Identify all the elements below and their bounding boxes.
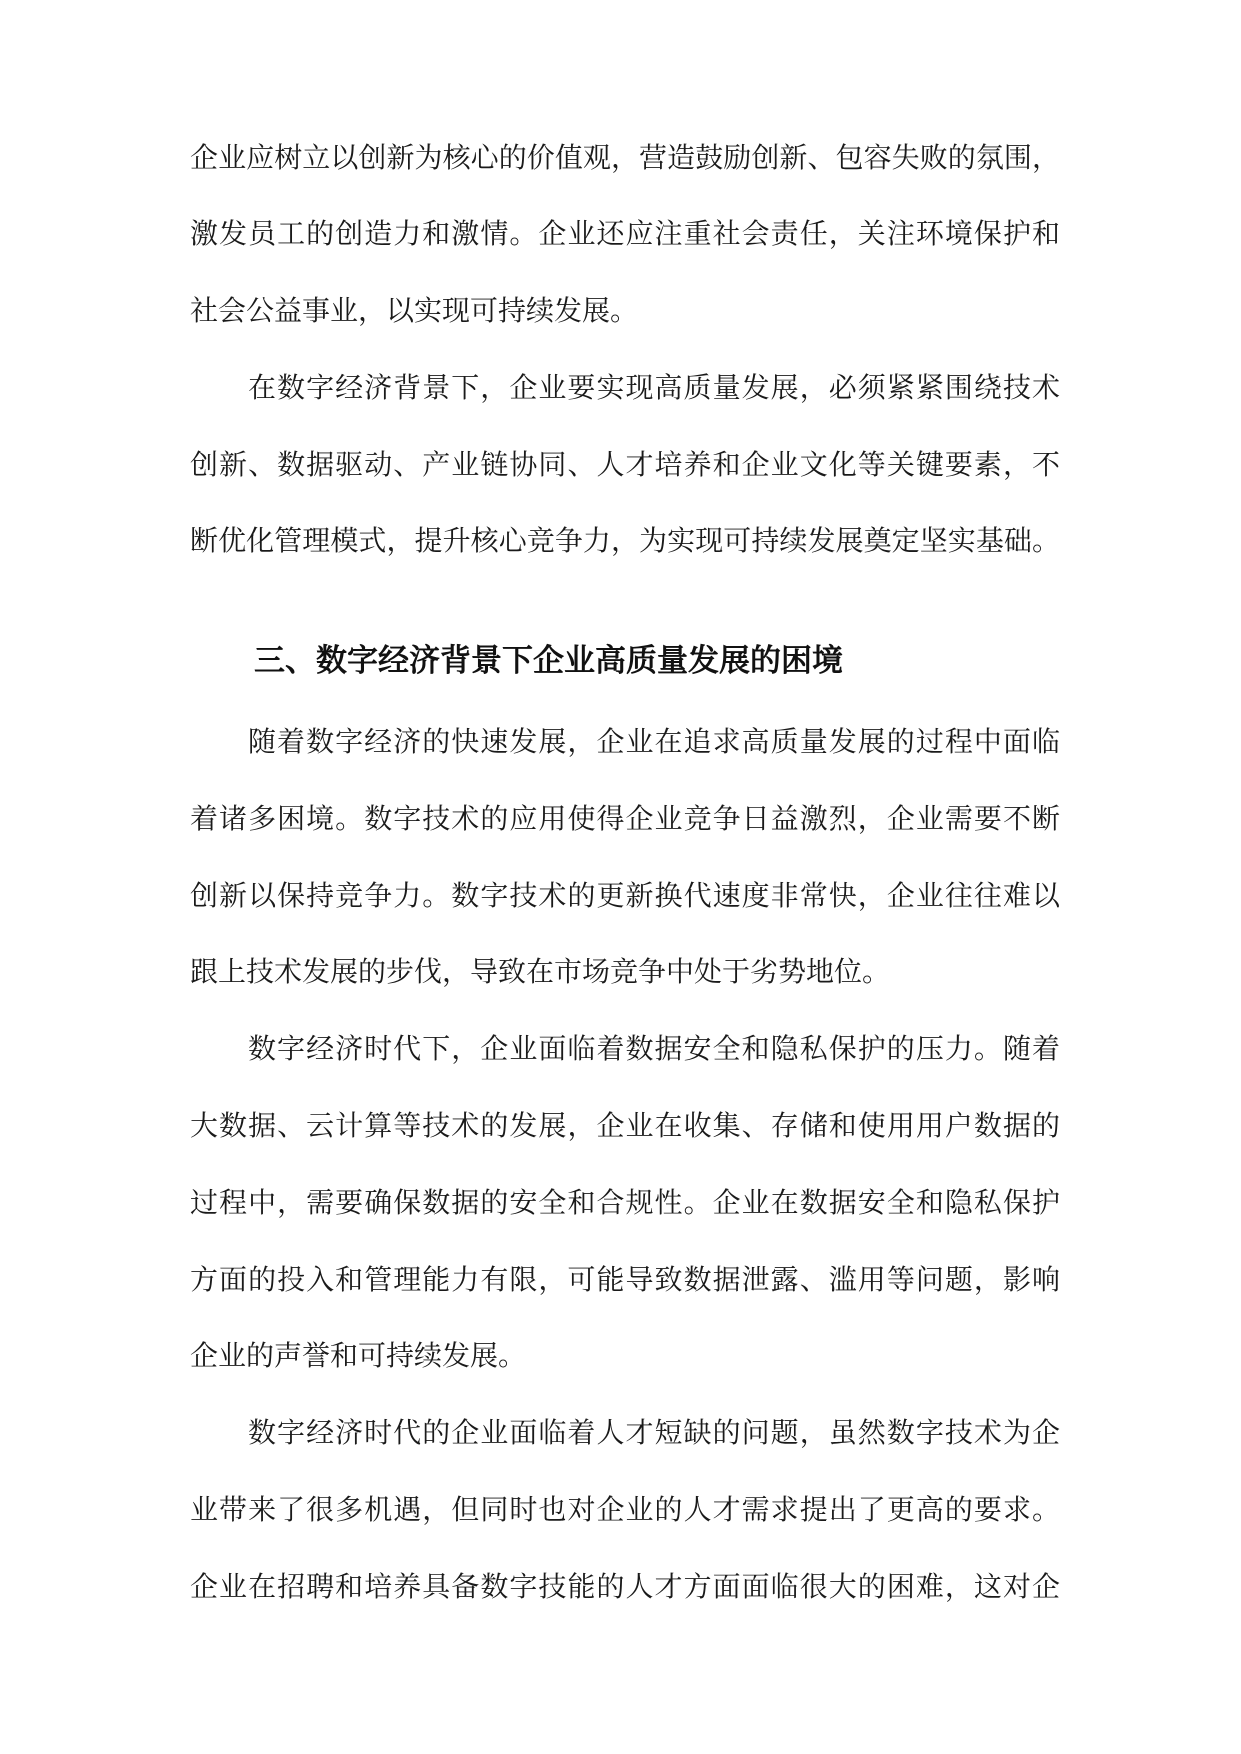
paragraph-1-line-3: 社会公益事业，以实现可持续发展。 — [190, 294, 639, 327]
section-paragraph-2-line-2: 大数据、云计算等技术的发展，企业在收集、存储和使用用户数据的 — [190, 1109, 1060, 1142]
paragraph-2-line-3: 断优化管理模式，提升核心竞争力，为实现可持续发展奠定坚实基础。 — [190, 524, 1060, 557]
section-paragraph-1-line-1: 随着数字经济的快速发展，企业在追求高质量发展的过程中面临 — [248, 725, 1060, 758]
paragraph-1-line-2: 激发员工的创造力和激情。企业还应注重社会责任，关注环境保护和 — [190, 217, 1060, 250]
section-paragraph-1-line-4: 跟上技术发展的步伐，导致在市场竞争中处于劣势地位。 — [190, 955, 891, 988]
section-paragraph-3-line-2: 业带来了很多机遇，但同时也对企业的人才需求提出了更高的要求。 — [190, 1493, 1060, 1526]
section-paragraph-2-line-1: 数字经济时代下，企业面临着数据安全和隐私保护的压力。随着 — [248, 1032, 1060, 1065]
section-paragraph-1-line-2: 着诸多困境。数字技术的应用使得企业竞争日益激烈，企业需要不断 — [190, 802, 1060, 835]
section-paragraph-2-line-4: 方面的投入和管理能力有限，可能导致数据泄露、滥用等问题，影响 — [190, 1263, 1060, 1296]
section-paragraph-2-line-5: 企业的声誉和可持续发展。 — [190, 1339, 527, 1372]
paragraph-1-line-1: 企业应树立以创新为核心的价值观，营造鼓励创新、包容失败的氛围， — [190, 141, 1060, 174]
paragraph-2-line-2: 创新、数据驱动、产业链协同、人才培养和企业文化等关键要素，不 — [190, 448, 1060, 481]
section-paragraph-3-line-3: 企业在招聘和培养具备数字技能的人才方面面临很大的困难，这对企 — [190, 1570, 1060, 1603]
section-paragraph-3-line-1: 数字经济时代的企业面临着人才短缺的问题，虽然数字技术为企 — [248, 1416, 1060, 1449]
paragraph-2-line-1: 在数字经济背景下，企业要实现高质量发展，必须紧紧围绕技术 — [248, 371, 1060, 404]
section-paragraph-1-line-3: 创新以保持竞争力。数字技术的更新换代速度非常快，企业往往难以 — [190, 879, 1060, 912]
section-paragraph-2-line-3: 过程中，需要确保数据的安全和合规性。企业在数据安全和隐私保护 — [190, 1186, 1060, 1219]
section-heading: 三、数字经济背景下企业高质量发展的困境 — [254, 643, 843, 679]
